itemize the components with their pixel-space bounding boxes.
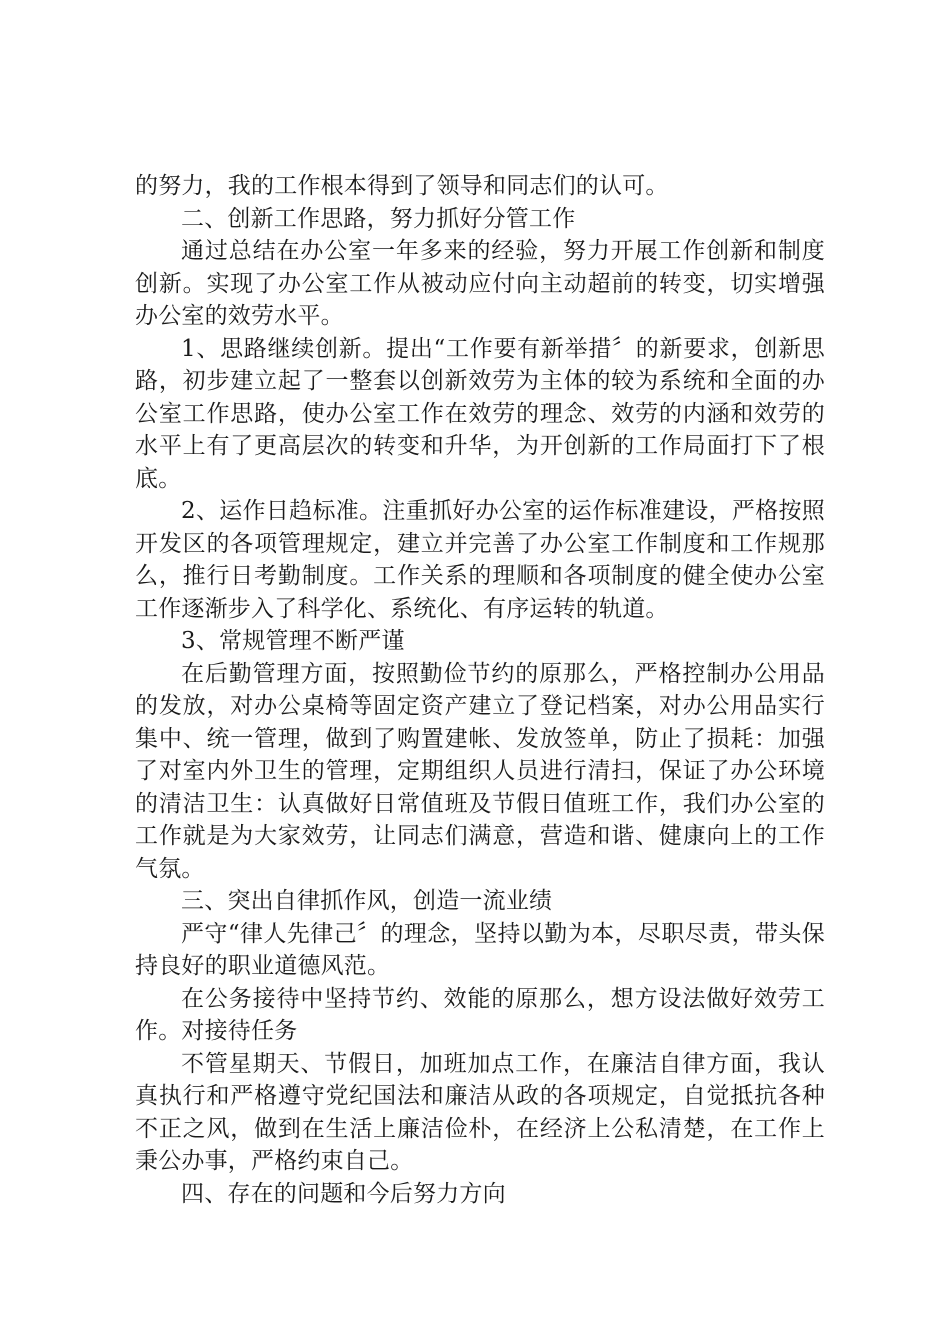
paragraph: 在公务接待中坚持节约、效能的原那么，想方设法做好效劳工作。对接待任务 <box>135 985 825 1044</box>
paragraph: 不管星期天、节假日，加班加点工作，在廉洁自律方面，我认真执行和严格遵守党纪国法和廉洁从政的各项规定，自觉抵抗各种不正之风，做到在生活上廉洁俭朴，在经济上公私清楚，在工作上秉公办事，严格约束自己。 <box>135 1050 825 1174</box>
paragraph: 严守“律人先律己〞的理念，坚持以勤为本，尽职尽责，带头保持良好的职业道德风范。 <box>135 920 825 979</box>
paragraph: 在后勤管理方面，按照勤俭节约的原那么，严格控制办公用品的发放，对办公桌椅等固定资产建立了登记档案，对办公用品实行集中、统一管理，做到了购置建帐、发放签单，防止了损耗：加强了对室内外卫生的管理，定期组织人员进行清扫，保证了办公环境的清洁卫生：认真做好日常值班及节假日值班工作，我们办公室的工作就是为大家效劳，让同志们满意，营造和谐、健康向上的工作气氛。 <box>135 660 825 882</box>
paragraph-continuation: 的努力，我的工作根本得到了领导和同志们的认可。 <box>135 173 669 199</box>
section-heading-2: 二、创新工作思路，努力抓好分管工作 <box>181 205 576 232</box>
paragraph: 2、运作日趋标准。注重抓好办公室的运作标准建设，严格按照开发区的各项管理规定，建立并完善了办公室工作制度和工作规那么，推行日考勤制度。工作关系的理顺和各项制度的健全使办公室工作逐渐步入了科学化、系统化、有序运转的轨道。 <box>135 498 825 622</box>
section-heading-4: 四、存在的问题和今后努力方向 <box>181 1180 506 1207</box>
paragraph: 1、思路继续创新。提出“工作要有新举措〞的新要求，创新思路，初步建立起了一整套以创新效劳为主体的较为系统和全面的办公室工作思路，使办公室工作在效劳的理念、效劳的内涵和效劳的水平上有了更高层次的转变和升华，为开创新的工作局面打下了根底。 <box>135 335 825 492</box>
document-body <box>135 170 825 1210</box>
paragraph: 通过总结在办公室一年多来的经验，努力开展工作创新和制度创新。实现了办公室工作从被动应付向主动超前的转变，切实增强办公室的效劳水平。 <box>135 238 825 329</box>
subheading: 3、常规管理不断严谨 <box>181 628 405 654</box>
section-heading-3: 三、突出自律抓作风，创造一流业绩 <box>181 888 553 914</box>
